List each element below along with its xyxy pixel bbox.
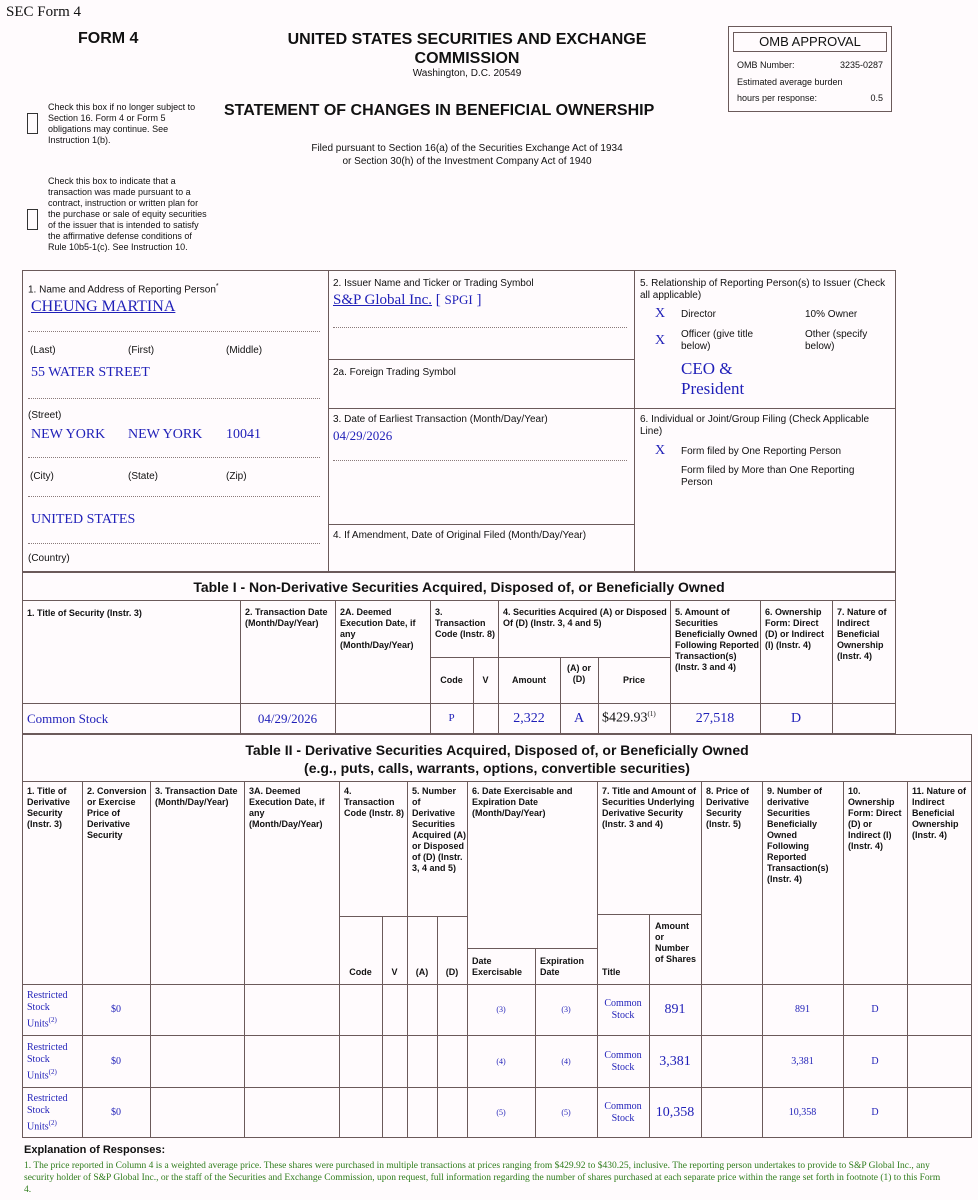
- t2-row-date-ex: (3): [496, 1005, 506, 1014]
- earliest-date: 04/29/2026: [333, 428, 393, 443]
- t1-row-title: Common Stock: [27, 711, 109, 726]
- t1-h-date: 2. Transaction Date (Month/Day/Year): [245, 607, 328, 628]
- t1-h-code-sub: Code: [440, 675, 463, 685]
- last-label: (Last): [30, 345, 56, 356]
- director-label: Director: [681, 309, 717, 320]
- t2-h-exp: Expiration Date: [540, 956, 585, 977]
- t2-h-title: 1. Title of Derivative Security (Instr. 3): [27, 786, 71, 829]
- omb-hours-label: hours per response:: [737, 93, 818, 103]
- foreign-symbol-label: 2a. Foreign Trading Symbol: [333, 367, 456, 378]
- t1-h-nature: 7. Nature of Indirect Beneficial Ownership (Instr. 4): [837, 607, 887, 661]
- sec-form-label: SEC Form 4: [6, 4, 82, 20]
- t2-h-conversion: 2. Conversion or Exercise Price of Derivative Security: [87, 786, 147, 840]
- t2-h-number: 5. Number of Derivative Securities Acquired (A) or Disposed of (D) (Instr. 3, 4 and 5): [412, 786, 466, 873]
- t2-h-nature: 11. Nature of Indirect Beneficial Ownership (Instr. 4): [912, 786, 967, 840]
- ticker: SPGI: [444, 292, 473, 307]
- t2-row-under-title: Common Stock: [604, 1050, 642, 1073]
- t1-h-code: 3. Transaction Code (Instr. 8): [435, 607, 496, 639]
- omb-burden-label: Estimated average burden: [737, 77, 843, 87]
- officer-title: CEO & President: [681, 359, 745, 398]
- omb-hours-value: 0.5: [870, 93, 883, 103]
- table1: [22, 572, 896, 734]
- t2-row-date-ex: (5): [496, 1108, 506, 1117]
- agency-city: Washington, D.C. 20549: [412, 68, 522, 79]
- t2-h-owned: 9. Number of derivative Securities Beneficially Owned Following Reported Transaction(s) (Instr. 4): [767, 786, 829, 884]
- t2-row-title: Restricted Stock Units$^{(2)}$: [27, 1093, 68, 1133]
- omb-number-label: OMB Number:: [737, 60, 795, 70]
- t2-h-a: (A): [415, 967, 429, 977]
- t1-h-aord: (A) or (D): [567, 663, 591, 684]
- t1-h-amount: Amount: [512, 675, 546, 685]
- t2-row-shares: 891: [664, 1002, 686, 1017]
- t1-h-acquired: 4. Securities Acquired (A) or Disposed Of (D) (Instr. 3, 4 and 5): [503, 607, 667, 628]
- ten-percent-owner-label: 10% Owner: [805, 309, 858, 320]
- box5-label: 5. Relationship of Reporting Person(s) to Issuer (Check all applicable): [640, 278, 886, 301]
- country-label: (Country): [28, 553, 70, 564]
- box3-label: 3. Date of Earliest Transaction (Month/Day/Year): [333, 414, 548, 425]
- t1-h-title: 1. Title of Security (Instr. 3): [27, 608, 142, 618]
- t1-row-price: $429.93$^{(1)}$: [602, 710, 656, 726]
- box6-label: 6. Individual or Joint/Group Filing (Check Applicable Line): [640, 414, 870, 437]
- t2-row-under-title: Common Stock: [604, 1101, 642, 1124]
- t2-row-owned: 3,381: [791, 1056, 814, 1067]
- t1-h-owned: 5. Amount of Securities Beneficially Owned Following Reported Transaction(s) (Instr. 3 and 4): [675, 607, 759, 672]
- t2-h-date-ex: Date Exercisable: [472, 956, 523, 977]
- filed-pursuant: Filed pursuant to Section 16(a) of the Securities Exchange Act of 1934 or Section 30(h) of the Investment Company Act of 1940: [311, 143, 623, 167]
- omb-number-value: 3235-0287: [839, 60, 883, 70]
- t2-h-title-sub: Title: [602, 967, 621, 977]
- t2-h-v: V: [391, 967, 398, 977]
- t2-row-owned: 10,358: [788, 1107, 817, 1118]
- issuer-line: S&P Global Inc. [ SPGI ]: [333, 292, 482, 308]
- t1-h-deemed: 2A. Deemed Execution Date, if any (Month/Day/Year): [340, 607, 416, 650]
- t1-row-amount: 2,322: [513, 711, 545, 726]
- city-value: NEW YORK: [31, 427, 106, 442]
- street-label: (Street): [28, 410, 62, 421]
- omb-title: OMB APPROVAL: [733, 32, 887, 52]
- city-label: (City): [30, 471, 54, 482]
- issuer-name-link[interactable]: S&P Global Inc.: [333, 292, 433, 308]
- t2-row-price: $0: [111, 1107, 121, 1118]
- t2-row-form: D: [871, 1056, 879, 1067]
- t1-row-form: D: [790, 711, 802, 726]
- rule10b5-checkbox[interactable]: [27, 209, 38, 230]
- omb-approval-box: [728, 26, 892, 112]
- t2-row-shares: 3,381: [659, 1054, 691, 1069]
- zip-value: 10041: [226, 427, 261, 442]
- one-person-mark[interactable]: X: [655, 443, 666, 458]
- t1-h-price: Price: [622, 675, 646, 685]
- t1-row-code: P: [448, 712, 455, 724]
- officer-mark[interactable]: X: [655, 333, 666, 348]
- t2-row-under-title: Common Stock: [604, 998, 642, 1021]
- t2-row-price: $0: [111, 1056, 121, 1067]
- t2-row-title: Restricted Stock Units$^{(2)}$: [27, 1042, 68, 1082]
- t2-row-form: D: [871, 1107, 879, 1118]
- box4-label: 4. If Amendment, Date of Original Filed (Month/Day/Year): [333, 530, 587, 541]
- state-value: NEW YORK: [128, 427, 203, 442]
- t2-h-date: 3. Transaction Date (Month/Day/Year): [155, 786, 238, 807]
- t2-h-price: 8. Price of Derivative Security (Instr. 5): [706, 786, 750, 829]
- zip-label: (Zip): [226, 471, 247, 482]
- agency-title: UNITED STATES SECURITIES AND EXCHANGE COMMISSION: [287, 31, 647, 67]
- section16-checkbox[interactable]: [27, 113, 38, 134]
- explanation-title: Explanation of Responses:: [24, 1144, 166, 1156]
- other-label: Other (specify below): [805, 329, 868, 352]
- first-label: (First): [128, 345, 155, 356]
- t2-row-price: $0: [111, 1004, 121, 1015]
- t2-h-deemed: 3A. Deemed Execution Date, if any (Month/Day/Year): [249, 786, 325, 829]
- rule10b5-text: Check this box to indicate that a transaction was made pursuant to a contract, instruction or written plan for the purchase or sale of equity securities of the issuer that is intended to satisfy the affirmative defense conditions of Rule 10b5-1(c). See Instruction 10.: [48, 176, 207, 252]
- t2-h-form: 10. Ownership Form: Direct (D) or Indirect (I) (Instr. 4): [848, 786, 902, 851]
- t2-row-owned: 891: [795, 1004, 810, 1015]
- one-person-label: Form filed by One Reporting Person: [681, 446, 842, 457]
- statement-title: STATEMENT OF CHANGES IN BENEFICIAL OWNERSHIP: [224, 102, 655, 119]
- t2-row-title: Restricted Stock Units$^{(2)}$: [27, 990, 68, 1030]
- table2-title: Table II - Derivative Securities Acquired, Disposed of, or Beneficially Owned (e.g., puts, calls, warrants, options, convertible securities): [245, 742, 749, 776]
- t2-h-d: (D): [445, 967, 459, 977]
- t1-h-v: V: [482, 675, 489, 685]
- state-label: (State): [128, 471, 159, 482]
- t2-h-underlying: 7. Title and Amount of Securities Underlying Derivative Security (Instr. 3 and 4): [602, 786, 696, 829]
- t2-h-code: 4. Transaction Code (Instr. 8): [344, 786, 405, 818]
- t2-h-code-sub: Code: [349, 967, 372, 977]
- t2-row-exp: (3): [561, 1005, 571, 1014]
- t1-row-aord: A: [573, 711, 585, 726]
- street-value: 55 WATER STREET: [31, 365, 150, 380]
- t2-row-shares: 10,358: [655, 1105, 695, 1120]
- t2-row-exp: (4): [561, 1057, 571, 1066]
- t1-row-date: 04/29/2026: [257, 711, 318, 726]
- t1-row-owned: 27,518: [695, 711, 735, 726]
- country-value: UNITED STATES: [31, 512, 136, 527]
- table1-title: Table I - Non-Derivative Securities Acquired, Disposed of, or Beneficially Owned: [193, 579, 725, 595]
- director-mark[interactable]: X: [655, 306, 666, 321]
- form-title: FORM 4: [78, 30, 139, 47]
- t1-h-form: 6. Ownership Form: Direct (D) or Indirect (I) (Instr. 4): [765, 607, 825, 650]
- reporting-person-name[interactable]: CHEUNG MARTINA: [31, 298, 176, 315]
- t2-row-date-ex: (4): [496, 1057, 506, 1066]
- t2-h-exercisable: 6. Date Exercisable and Expiration Date (Month/Day/Year): [472, 786, 573, 818]
- middle-label: (Middle): [226, 345, 263, 356]
- footnote-1: 1. The price reported in Column 4 is a weighted average price. These shares were purchased in multiple transactions at prices ranging from $429.92 to $430.25, inclusive. The reporting person undertakes to provide to S&P Global Inc., any security holder of S&P Global Inc., or the staff of the Securities and Exchange Commission, upon request, full information regarding the number of shares purchased at each separate price within the range set forth in footnote (1) to this Form 4.: [24, 1161, 941, 1195]
- box1-label: 1. Name and Address of Reporting Person*: [28, 283, 219, 296]
- t2-h-amount-shares: Amount or Number of Shares: [655, 921, 697, 964]
- t2-row-form: D: [871, 1004, 879, 1015]
- multi-person-label: Form filed by More than One Reporting Person: [681, 465, 855, 488]
- section16-text: Check this box if no longer subject to Section 16. Form 4 or Form 5 obligations may continue. See Instruction 1(b).: [48, 102, 196, 145]
- officer-label: Officer (give title below): [681, 329, 754, 352]
- box2-label: 2. Issuer Name and Ticker or Trading Symbol: [333, 278, 534, 289]
- t2-row-exp: (5): [561, 1108, 571, 1117]
